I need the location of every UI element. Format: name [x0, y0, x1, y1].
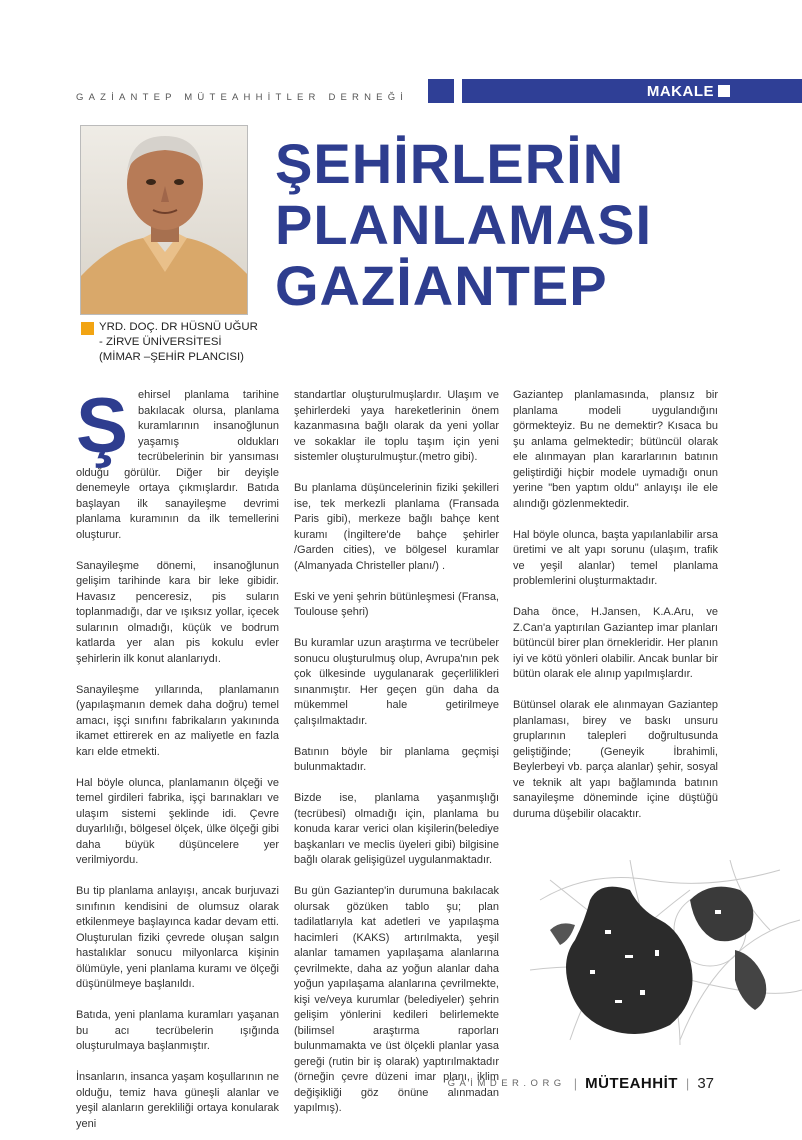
author-photo	[80, 125, 248, 315]
paragraph: Sanayileşme dönemi, insanoğlunun gelişim tarihinde kara bir leke gibidir. Havasız penceresiz, pis suların toplanmadığı, dar ve ışıksız yollar, içecek sularının olmadığı, küçük ve bodrum katlarda yer alan pis kokulu evler şehirlerin ilk konut alanlarıydı.	[76, 559, 279, 665]
section-marker-square	[718, 85, 730, 97]
paragraph	[76, 381, 279, 543]
paragraph: Sanayileşme yıllarında, planlamanın (yapılaşmanın demek daha doğru) temel amacı, işçi sınıfını fabrikaların yakınında ikamet ettirerek en az maliyetle en fazla karı elde etmekti.	[76, 683, 279, 758]
author-title: (MİMAR –ŞEHİR PLANCISI)	[99, 351, 244, 363]
page-number: 37	[697, 1075, 714, 1092]
city-plan-map	[530, 860, 802, 1045]
author-byline	[99, 320, 258, 365]
title-line-1: ŞEHİRLERİN	[275, 132, 625, 195]
title-line-3: GAZİANTEP	[275, 254, 608, 317]
paragraph: Bu planlama düşüncelerinin fiziki şekilleri ise, tek merkezli planlama (Fransada Paris gibi), merkeze bağlı bahçe kent kuramı (İngiltere'de bahçe şehirler /Garden cities), ve bölgesel kuramlar (Almanyada Christeller planı/) .	[294, 482, 499, 572]
page-footer	[448, 1075, 714, 1092]
paragraph: Batıda, yeni planlama kuramları yaşanan bu acı tecrübelerin ışığında oluşturulmaya başlanmıştır.	[76, 1009, 279, 1052]
footer-website: GAİMDER.ORG	[447, 1078, 566, 1089]
title-line-2: PLANLAMASI	[275, 193, 653, 256]
footer-separator: |	[685, 1076, 690, 1091]
text-column-3	[513, 388, 718, 838]
footer-magazine-name: MÜTEAHHİT	[585, 1075, 678, 1092]
paragraph: Eski ve yeni şehrin bütünleşmesi (Fransa, Toulouse şehri)	[294, 590, 499, 618]
paragraph: standartlar oluşturulmuşlardır. Ulaşım ve şehirlerdeki yaya hareketlerinin önem kazanmasına bağlı olarak da yeni yollar ve sokaklar ile toplu taşım için yeni sistemler oluşturulmuştur.(metro gibi).	[294, 389, 499, 463]
author-affiliation: - ZİRVE ÜNİVERSİTESİ	[99, 336, 222, 348]
author-name: YRD. DOÇ. DR HÜSNÜ UĞUR	[99, 321, 258, 333]
section-label: MAKALE	[646, 83, 714, 100]
header-accent-square	[428, 79, 454, 103]
text-column-1	[76, 381, 279, 1140]
text-column-2	[294, 388, 499, 1132]
paragraph: Bu tip planlama anlayışı, ancak burjuvazi sınıfının kendisini de olumsuz olarak etkilenmeye başlayınca kadar devam etti. Oluşturulan fiziki çevrede oluşan salgın hastalıklar sonucu milyonlarca kişinin ölümüyle, yeni planlama kuramı ve ölçeği düşünülmeye başlanıldı.	[76, 885, 279, 990]
paragraph: Bu gün Gaziantep'in durumuna bakılacak olursak gözüken tablo şu; plan tadilatlarıyla kat adetleri ve yapılaşma hacimleri (KAKS) artırılmakta, yeşil alanlar tamamen yapılaşama alanlarına çevrilmekte, daha az yoğun alanlar daha yoğun yapılaşama alanlarına çevrilmekte, kişi ve/veya kurumlar (belediyeler) şehrin gelişim yönlerini kedileri belirlemekte (bilimsel araştırma raporları bulunmamakta ve üst ölçekli planlar yasa gereği (rutin bir iş olarak) yaptırılmaktadır (örneğin çevre düzeni imar planı, iklim değişikliği göz önüne alınmadan yapılmış).	[294, 885, 499, 1114]
paragraph: Hal böyle olunca, planlamanın ölçeği ve temel girdileri fabrika, işçi barınakları ve ulaşım sistemi şeklinde idi. Çevre duyarlılığı, bölgesel ölçek, ülke ölçeği gibi daha büyük düşüncelere yer verilmiyordu.	[76, 776, 279, 866]
byline-marker	[81, 322, 94, 335]
article-title	[275, 133, 652, 316]
section-banner	[462, 79, 802, 103]
paragraph: Hal böyle olunca, başta yapılanlabilir arsa üretimi ve alt yapı sorunu (ulaşım, trafik ve yeşil alanlar) temel planlama problemlerini oluşturmaktadır.	[513, 528, 718, 587]
paragraph: İnsanların, insanca yaşam koşullarının ne olduğu, temiz hava güneşli alanlar ve yeşil alanların gerekliliği ortaya konularak yeni	[76, 1071, 279, 1130]
paragraph: Gaziantep planlamasında, plansız bir planlama modeli uygulandığını görmekteyiz. Bu ne demektir? Kısaca bu şu anlama gelmektedir; bütüncül olarak ele alınmayan plan kararlarının batının geliştirdiği hiçbir modele uymadığı onun yerine "ben yaptım oldu" anlayışı ile ele alındığı gözlenmektedir.	[513, 389, 718, 510]
footer-separator: |	[573, 1076, 578, 1091]
drop-cap: Ş	[76, 381, 129, 469]
org-header: GAZİANTEP MÜTEAHHİTLER DERNEĞİ	[76, 92, 409, 103]
paragraph: Bütünsel olarak ele alınmayan Gaziantep planlaması, birey ve baskı unsuru gruplarının talepleri doğrultusunda geliştiğinde; (Geneyik İbrahimli, Beylerbeyi vb. parça alanlar) şehir, sosyal ve teknik alt yapı bağlamında batının sanayileşme döneminde içine düştüğü duruma düşebilir olacaktır.	[513, 699, 718, 820]
paragraph: Bu kuramlar uzun araştırma ve tecrübeler sonucu oluşturulmuş olup, Avrupa'nın pek çok ülkesinde uygulanarak geçerlilikleri sınanmıştır. Her geçen gün daha da mükemmel hale getirilmeye çalışılmaktadır.	[294, 637, 499, 727]
paragraph-text: ehirsel planlama tarihine bakılacak olursa, planlama kuramlarının insanoğlunun yaşamış oldukları tecrübelerinin bir yansıması olduğu görülür. Diğer bir deyişle denemeyle ortaya çıkmışlardır. Batıda başlayan ilk sanayileşme devrimi planlama kuramının da ilk temellerini oluşturur.	[76, 389, 279, 541]
paragraph: Bizde ise, planlama yaşanmışlığı (tecrübesi) olmadığı için, planlama bu konuda karar verici olan kişilerin(belediye başkanları ve meclis üyeleri gibi) bilgisine bağlı olarak gelişigüzel uygulanmaktadır.	[294, 792, 499, 866]
paragraph: Daha önce, H.Jansen, K.A.Aru, ve Z.Can'a yaptırılan Gaziantep imar planları bütüncül birer plan örnekleridir. Her planın iyi ve kötü yönleri olabilir. Ancak bunlar bir bütün olarak ele alınıp yapılmışlardır.	[513, 606, 718, 680]
paragraph: Batının böyle bir planlama geçmişi bulunmaktadır.	[294, 745, 499, 773]
